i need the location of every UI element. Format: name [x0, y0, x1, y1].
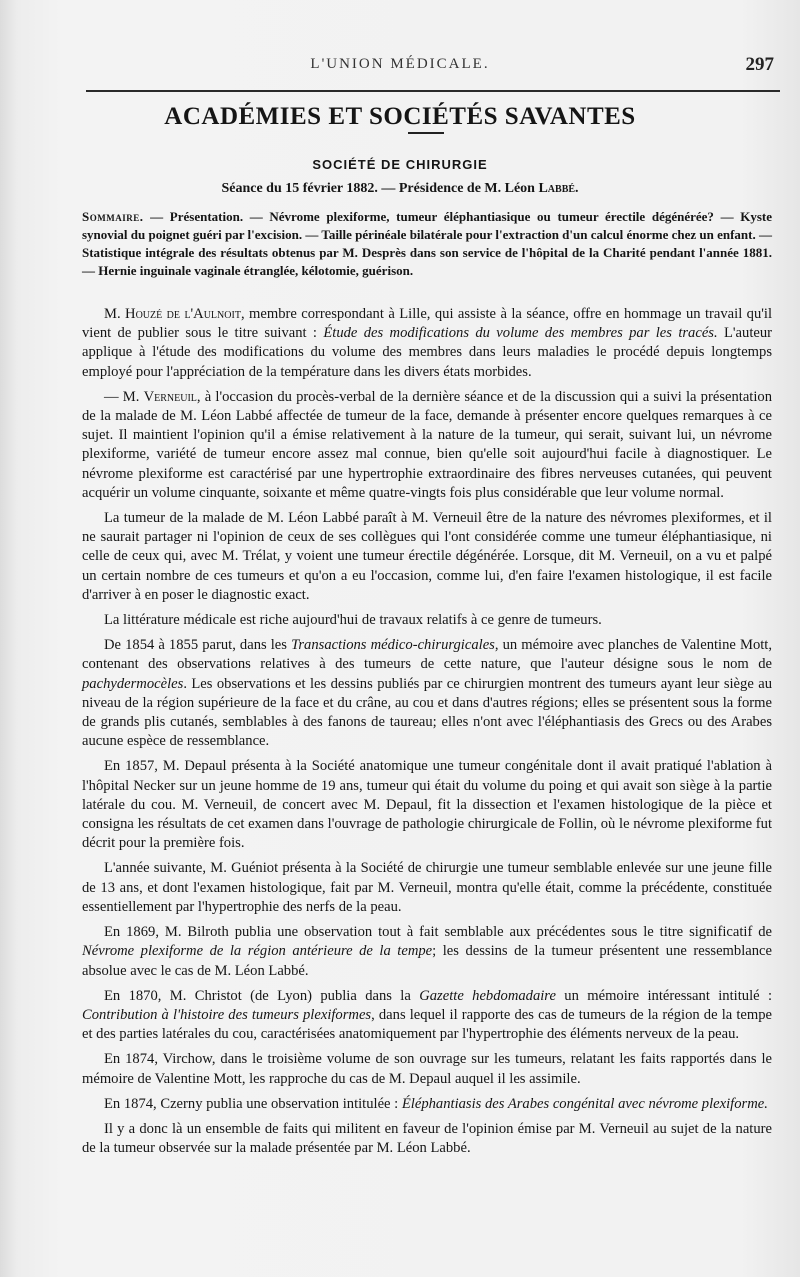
session-suffix: .	[575, 181, 579, 196]
session-president: Labbé	[538, 181, 576, 196]
session-prefix: Séance du 15 février 1882. — Présidence de M. Léon	[221, 181, 539, 196]
paragraph-9	[82, 987, 772, 1045]
p9-text-a: En 1870, M. Christot (de Lyon) publia dans la	[104, 987, 420, 1004]
p5-term: pachydermocèles	[82, 675, 184, 692]
paragraph-10: En 1874, Virchow, dans le troisième volume de son ouvrage sur les tumeurs, relatant les faits rapportés dans le mémoire de Valentine Mott, les rapproche du cas de M. Depaul auquel il les assimile.	[82, 1051, 772, 1087]
header-rule	[86, 90, 780, 92]
running-head	[0, 56, 800, 80]
p8-text-a: En 1869, M. Bilroth publia une observation tout à fait semblable aux précédentes sous le titre significatif de	[104, 924, 772, 941]
paragraph-3: La tumeur de la malade de M. Léon Labbé paraît à M. Verneuil être de la nature des névromes plexiformes, et il ne saurait partager ni l'opinion de ceux de ses collègues qui l'ont considérée comme une tumeur éléphantiasique, ni celle de ceux qui, avec M. Trélat, y voient une tumeur érectile dégénérée. Lorsque, dit M. Verneuil, on a vu et palpé un certain nombre de ces tumeurs et qu'on a eu l'occasion, comme lui, d'en faire l'examen histologique, il est facile d'arriver à en poser le diagnostic exact.	[82, 510, 772, 603]
p2-name-a: — M.	[104, 388, 144, 405]
p11-title: Éléphantiasis des Arabes congénital avec névrome plexiforme.	[401, 1095, 768, 1112]
article-body	[82, 305, 772, 1164]
summary-label: Sommaire.	[82, 209, 144, 224]
paragraph-8	[82, 923, 772, 981]
p1-title: Étude des modifications du volume des membres par les tracés.	[323, 325, 718, 342]
paragraph-1	[82, 305, 772, 382]
p9-text-c: , dans lequel il rapporte des cas de tumeurs de la région de la tempe et des parties latérales du cou, caractérisées anatomiquement par l'hypertrophie des éléments nerveux de la peau.	[82, 1006, 773, 1043]
p9-title: Contribution à l'histoire des tumeurs plexiformes	[82, 1006, 372, 1023]
p8-title: Névrome plexiforme de la région antérieure de la tempe	[82, 943, 433, 960]
session-line	[0, 181, 800, 197]
p9-text-b: un mémoire intéressant intitulé :	[555, 987, 773, 1004]
page-number: 297	[745, 54, 774, 75]
p2-text: , à l'occasion du procès-verbal de la dernière séance et de la discussion qui a suivi la présentation de la malade de M. Léon Labbé affectée de tumeur de la face, demande à présenter encore quelques remarques à ce sujet. Il maintient l'opinion qu'il a émise relativement à la nature de la tumeur, qui serait, suivant lui, un névrome plexiforme, variété de tumeur encore assez mal connue, bien qu'elle soit aujourd'hui facile à diagnostiquer. Le névrome plexiforme est caractérisé par une hypertrophie extraordinaire des fibres nerveuses cutanées, qui peuvent acquérir un volume cinquante, soixante et même quatre-vingts fois plus considérable que leur volume normal.	[82, 388, 773, 501]
summary-text: — Présentation. — Névrome plexiforme, tumeur éléphantiasique ou tumeur érectile dégénérée? — Kyste synovial du poignet guéri par l'excision. — Taille périnéale bilatérale pour l'extraction d'un calcul énorme chez un enfant. — Statistique intégrale des résultats obtenus par M. Desprès dans son service de l'hôpital de la Charité pendant l'année 1881. — Hernie inguinale vaginale étranglée, kélotomie, guérison.	[82, 209, 772, 278]
p5-journal: Transactions médico-chirurgicales	[291, 637, 495, 654]
summary	[82, 208, 772, 280]
p1-text-b: L'auteur applique à l'étude des modifications du volume des membres dans leurs maladies le procédé depuis longtemps employé pour l'appréciation de la température dans les divers états morbides.	[82, 325, 773, 380]
paragraph-4: La littérature médicale est riche aujourd'hui de travaux relatifs à ce genre de tumeurs.	[104, 612, 602, 629]
p1-name-b: l'Aulnoit	[184, 306, 241, 322]
paragraph-2	[82, 388, 772, 503]
paragraph-5	[82, 636, 772, 751]
p5-text-a: De 1854 à 1855 parut, dans les	[104, 637, 292, 654]
section-title: ACADÉMIES ET SOCIÉTÉS SAVANTES	[164, 103, 636, 130]
p8-text-b: ; les dessins de la tumeur présentent une ressemblance absolue avec le cas de M. Léon Labbé.	[82, 943, 772, 979]
paragraph-7: L'année suivante, M. Guéniot présenta à la Société de chirurgie une tumeur semblable enlevée sur une jeune fille de 13 ans, et dont l'examen histologique, fait par M. Verneuil, montra qu'elle était, comme la précédente, constituée essentiellement par l'hypertrophie des nerfs de la peau.	[82, 860, 772, 915]
running-title: L'UNION MÉDICALE.	[310, 56, 490, 72]
p9-journal: Gazette hebdomadaire	[419, 987, 556, 1004]
p1-name-a: M. Houzé de	[104, 306, 185, 322]
society-heading: SOCIÉTÉ DE CHIRURGIE	[312, 157, 488, 172]
p11-text-a: En 1874, Czerny publia une observation intitulée :	[104, 1095, 402, 1112]
title-divider	[408, 132, 444, 134]
p5-text-b: , un mémoire avec planches de Valentine Mott, contenant des observations relatives à des tumeurs de cette nature, que l'auteur désigne sous le nom de	[82, 637, 772, 673]
p1-text-a: , membre correspondant à Lille, qui assiste à la séance, offre en hommage un travail qu'il vient de publier sous le titre suivant :	[82, 306, 772, 342]
p2-name-b: Verneuil	[143, 388, 197, 405]
paragraph-11	[82, 1095, 772, 1114]
p5-text-c: . Les observations et les dessins publiés par ce chirurgien montrent des tumeurs ayant leur siège au niveau de la région supérieure de la face et du crâne, au cou et dans d'autres régions; elles se présentent sous la forme de grands plis cutanés, semblables à des fanons de taureau; elles n'ont avec l'éléphantiasis des Grecs ou des Arabes aucune espèce de ressemblance.	[82, 675, 772, 750]
paragraph-12: Il y a donc là un ensemble de faits qui militent en faveur de l'opinion émise par M. Verneuil au sujet de la nature de la tumeur observée sur la malade présentée par M. Léon Labbé.	[82, 1120, 772, 1157]
paragraph-6: En 1857, M. Depaul présenta à la Société anatomique une tumeur congénitale dont il avait pratiqué l'ablation à l'hôpital Necker sur un jeune homme de 19 ans, tumeur qui était du volume du poing et qui avait son siège à la partie latérale du cou. M. Verneuil, de concert avec M. Depaul, fit la dissection et l'examen histologique de la pièce et consigna les résultats de cet examen dans l'ouvrage de pathologie chirurgicale de Follin, où le névrome plexiforme fut décrit pour la première fois.	[82, 758, 772, 852]
